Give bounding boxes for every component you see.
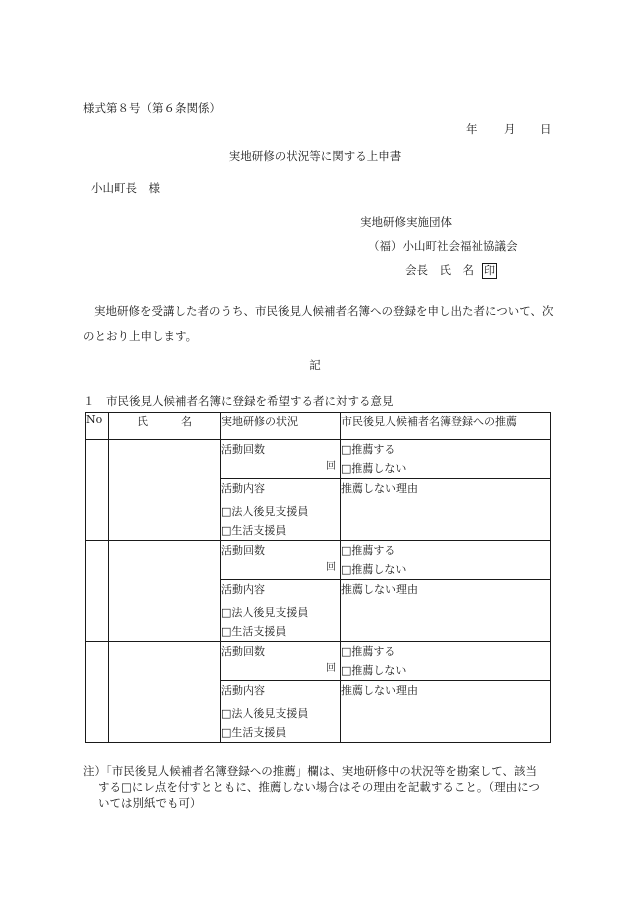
activity-count-cell[interactable]: [221, 541, 341, 580]
recommend-yes-checkbox[interactable]: □推薦する: [341, 443, 396, 456]
activity-content-cell: [221, 479, 341, 541]
representative-label: 会長 氏 名: [405, 263, 474, 277]
count-unit: 回: [326, 461, 336, 472]
recommend-yes-checkbox[interactable]: □推薦する: [341, 544, 396, 557]
representative-line: [405, 262, 497, 279]
recommend-no-checkbox[interactable]: □推薦しない: [341, 664, 407, 677]
form-number: 様式第８号（第６条関係）: [83, 101, 221, 115]
no-cell[interactable]: [86, 642, 109, 743]
option-life-support-checkbox[interactable]: □生活支援員: [221, 625, 287, 638]
header-status: 実地研修の状況: [221, 413, 341, 440]
org-council: （福）小山町社会福祉協議会: [368, 239, 518, 253]
date-year: 年: [466, 122, 478, 136]
activity-content-cell: [221, 681, 341, 743]
addressee: 小山町長 様: [91, 181, 160, 195]
activity-count-cell[interactable]: [221, 440, 341, 479]
reason-label: 推薦しない理由: [341, 482, 418, 495]
table-row: [86, 642, 551, 681]
option-corporate-guardian-checkbox[interactable]: □法人後見支援員: [221, 707, 309, 720]
option-life-support-checkbox[interactable]: □生活支援員: [221, 726, 287, 739]
activity-content-cell: [221, 580, 341, 642]
section-title: １ 市民後見人候補者名簿に登録を希望する者に対する意見: [83, 394, 394, 408]
opinion-table: [85, 412, 551, 743]
activity-count-cell[interactable]: [221, 642, 341, 681]
count-label: 活動回数: [221, 645, 265, 658]
header-no: No: [86, 413, 109, 440]
table-header-row: [86, 413, 551, 440]
header-name: 氏 名: [109, 413, 221, 440]
footnote: [83, 763, 563, 811]
reason-cell[interactable]: [341, 580, 551, 642]
recommend-cell[interactable]: [341, 541, 551, 580]
ki-heading: 記: [309, 358, 321, 372]
name-cell[interactable]: [109, 642, 221, 743]
date-month: 月: [504, 122, 516, 136]
reason-label: 推薦しない理由: [341, 684, 418, 697]
reason-cell[interactable]: [341, 681, 551, 743]
reason-label: 推薦しない理由: [341, 583, 418, 596]
content-label: 活動内容: [221, 684, 265, 697]
footnote-line-2: する□にレ点を付すとともに、推薦しない場合はその理由を記載すること。（理由につ: [98, 780, 540, 794]
count-label: 活動回数: [221, 443, 265, 456]
recommend-cell[interactable]: [341, 440, 551, 479]
table-row: [86, 440, 551, 479]
footnote-line-1: 注）「市民後見人候補者名簿登録への推薦」欄は、実地研修中の状況等を勘案して、該当: [83, 764, 538, 778]
footnote-line-3: いては別紙でも可）: [98, 796, 202, 810]
name-cell[interactable]: [109, 440, 221, 541]
option-corporate-guardian-checkbox[interactable]: □法人後見支援員: [221, 505, 309, 518]
document-title: 実地研修の状況等に関する上申書: [228, 149, 402, 163]
content-label: 活動内容: [221, 482, 265, 495]
count-unit: 回: [326, 663, 336, 674]
date-day: 日: [540, 122, 552, 136]
seal-mark: 印: [484, 264, 495, 277]
name-cell[interactable]: [109, 541, 221, 642]
recommend-no-checkbox[interactable]: □推薦しない: [341, 563, 407, 576]
date-line: [466, 121, 552, 137]
org-name: 実地研修実施団体: [360, 215, 452, 229]
option-life-support-checkbox[interactable]: □生活支援員: [221, 524, 287, 537]
no-cell[interactable]: [86, 440, 109, 541]
body-text: 実地研修を受講した者のうち、市民後見人候補者名簿への登録を申し出た者について、次のとおり上申します。: [83, 304, 554, 343]
count-label: 活動回数: [221, 544, 265, 557]
no-cell[interactable]: [86, 541, 109, 642]
header-recommend: 市民後見人候補者名簿登録への推薦: [341, 413, 551, 440]
count-unit: 回: [326, 562, 336, 573]
option-corporate-guardian-checkbox[interactable]: □法人後見支援員: [221, 606, 309, 619]
table-row: [86, 541, 551, 580]
recommend-no-checkbox[interactable]: □推薦しない: [341, 462, 407, 475]
recommend-cell[interactable]: [341, 642, 551, 681]
reason-cell[interactable]: [341, 479, 551, 541]
recommend-yes-checkbox[interactable]: □推薦する: [341, 645, 396, 658]
content-label: 活動内容: [221, 583, 265, 596]
